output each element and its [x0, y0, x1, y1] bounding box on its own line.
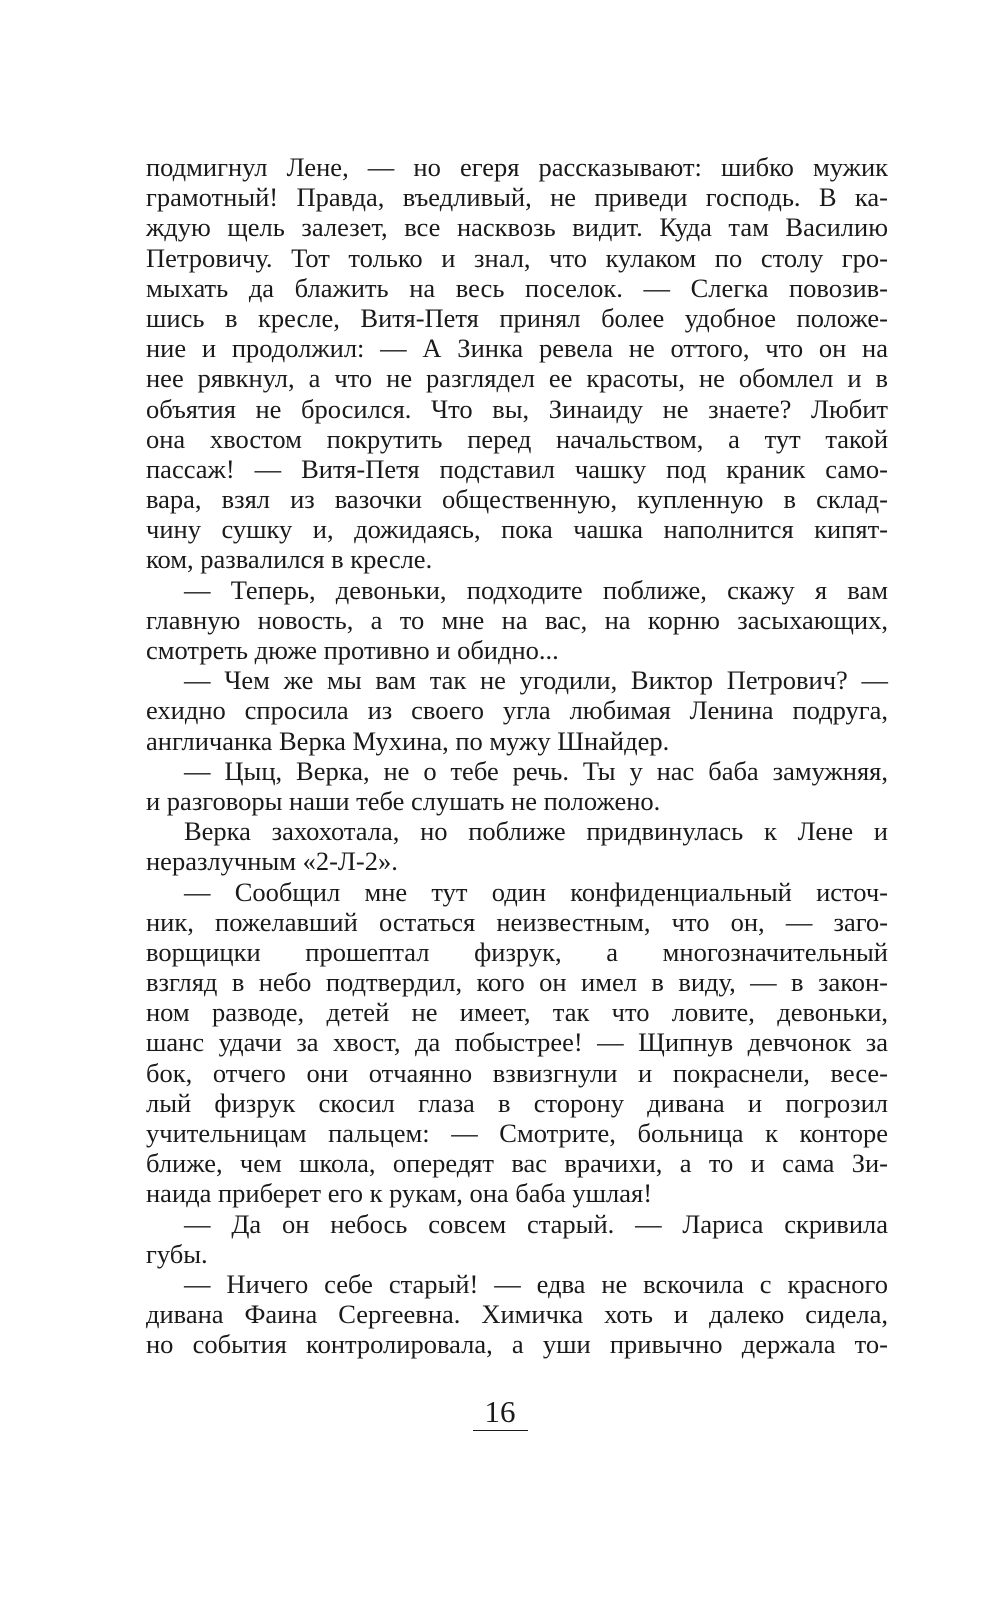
text-line: ждую щель залезет, все насквозь видит. Куда там Василию	[146, 212, 888, 243]
text-line: ворщицки прошептал физрук, а многозначительный	[146, 936, 888, 967]
text-line: лый физрук скосил глаза в сторону дивана и погрозил	[146, 1087, 888, 1118]
text-line: подмигнул Лене, — но егеря рассказывают: шибко мужик	[146, 152, 888, 182]
text-line: мыхать да блажить на весь поселок. — Слегка повозив-	[146, 272, 888, 303]
text-line: нее рявкнул, а что не разглядел ее красоты, не обомлел и в	[146, 363, 888, 394]
page-number: 16	[473, 1394, 528, 1431]
text-line: но события контролировала, а уши привычно держала то-	[146, 1329, 888, 1360]
text-line: — Чем же мы вам так не угодили, Виктор Петрович? —	[184, 665, 888, 696]
text-line: губы.	[146, 1238, 208, 1269]
text-line: ком, развалился в кресле.	[146, 544, 433, 575]
text-line: она хвостом покрутить перед начальством, а тут такой	[146, 423, 888, 454]
text-line: объятия не бросился. Что вы, Зинаиду не знаете? Любит	[146, 393, 888, 424]
text-line: ехидно спросила из своего угла любимая Ленина подруга,	[146, 695, 888, 726]
text-line: неразлучным «2-Л-2».	[146, 846, 398, 877]
text-line: Верка захохотала, но поближе придвинулась к Лене и	[184, 816, 888, 847]
text-line: и разговоры наши тебе слушать не положено.	[146, 785, 661, 816]
text-line: взгляд в небо подтвердил, кого он имел в виду, — в закон-	[146, 967, 888, 998]
text-line: — Теперь, девоньки, подходите поближе, скажу я вам	[184, 574, 888, 605]
text-line: — Ничего себе старый! — едва не вскочила с красного	[184, 1268, 888, 1299]
text-line: учительницам пальцем: — Смотрите, больница к конторе	[146, 1118, 888, 1148]
text-line: бок, отчего они отчаянно взвизгнули и покраснели, весе-	[146, 1057, 888, 1088]
text-line: ближе, чем школа, опередят вас врачихи, а то и сама Зи-	[146, 1148, 888, 1179]
text-line: ном разводе, детей не имеет, так что ловите, девоньки,	[146, 997, 888, 1028]
text-line: грамотный! Правда, въедливый, не приведи господь. В ка-	[146, 182, 888, 213]
text-line: Петровичу. Тот только и знал, что кулаком по столу гро-	[146, 242, 888, 273]
text-line: ние и продолжил: — А Зинка ревела не оттого, что он на	[146, 333, 888, 364]
text-line: шись в кресле, Витя-Петя принял более удобное положе-	[146, 302, 888, 333]
text-line: — Цыц, Верка, не о тебе речь. Ты у нас баба замужняя,	[184, 755, 888, 786]
text-line: — Да он небось совсем старый. — Лариса скривила	[184, 1208, 888, 1239]
text-line: вара, взял из вазочки общественную, купленную в склад-	[146, 484, 888, 515]
text-line: — Сообщил мне тут один конфиденциальный источ-	[184, 876, 888, 907]
text-line: ник, пожелавший остаться неизвестным, что он, — заго-	[146, 906, 888, 937]
text-line: чину сушку и, дожидаясь, пока чашка наполнится кипят-	[146, 514, 888, 545]
text-line: дивана Фаина Сергеевна. Химичка хоть и далеко сидела,	[146, 1299, 888, 1330]
text-line: главную новость, а то мне на вас, на корню засыхающих,	[146, 604, 888, 635]
text-line: пассаж! — Витя-Петя подставил чашку под краник само-	[146, 453, 888, 484]
text-line: смотреть дюже противно и обидно...	[146, 635, 559, 665]
text-line: наида приберет его к рукам, она баба ушлая!	[146, 1178, 653, 1209]
text-line: англичанка Верка Мухина, по мужу Шнайдер.	[146, 725, 670, 756]
text-line: шанс удачи за хвост, да побыстрее! — Щипнув девчонок за	[146, 1027, 888, 1058]
page-number-area	[0, 1394, 1000, 1431]
page-body	[146, 152, 888, 1360]
